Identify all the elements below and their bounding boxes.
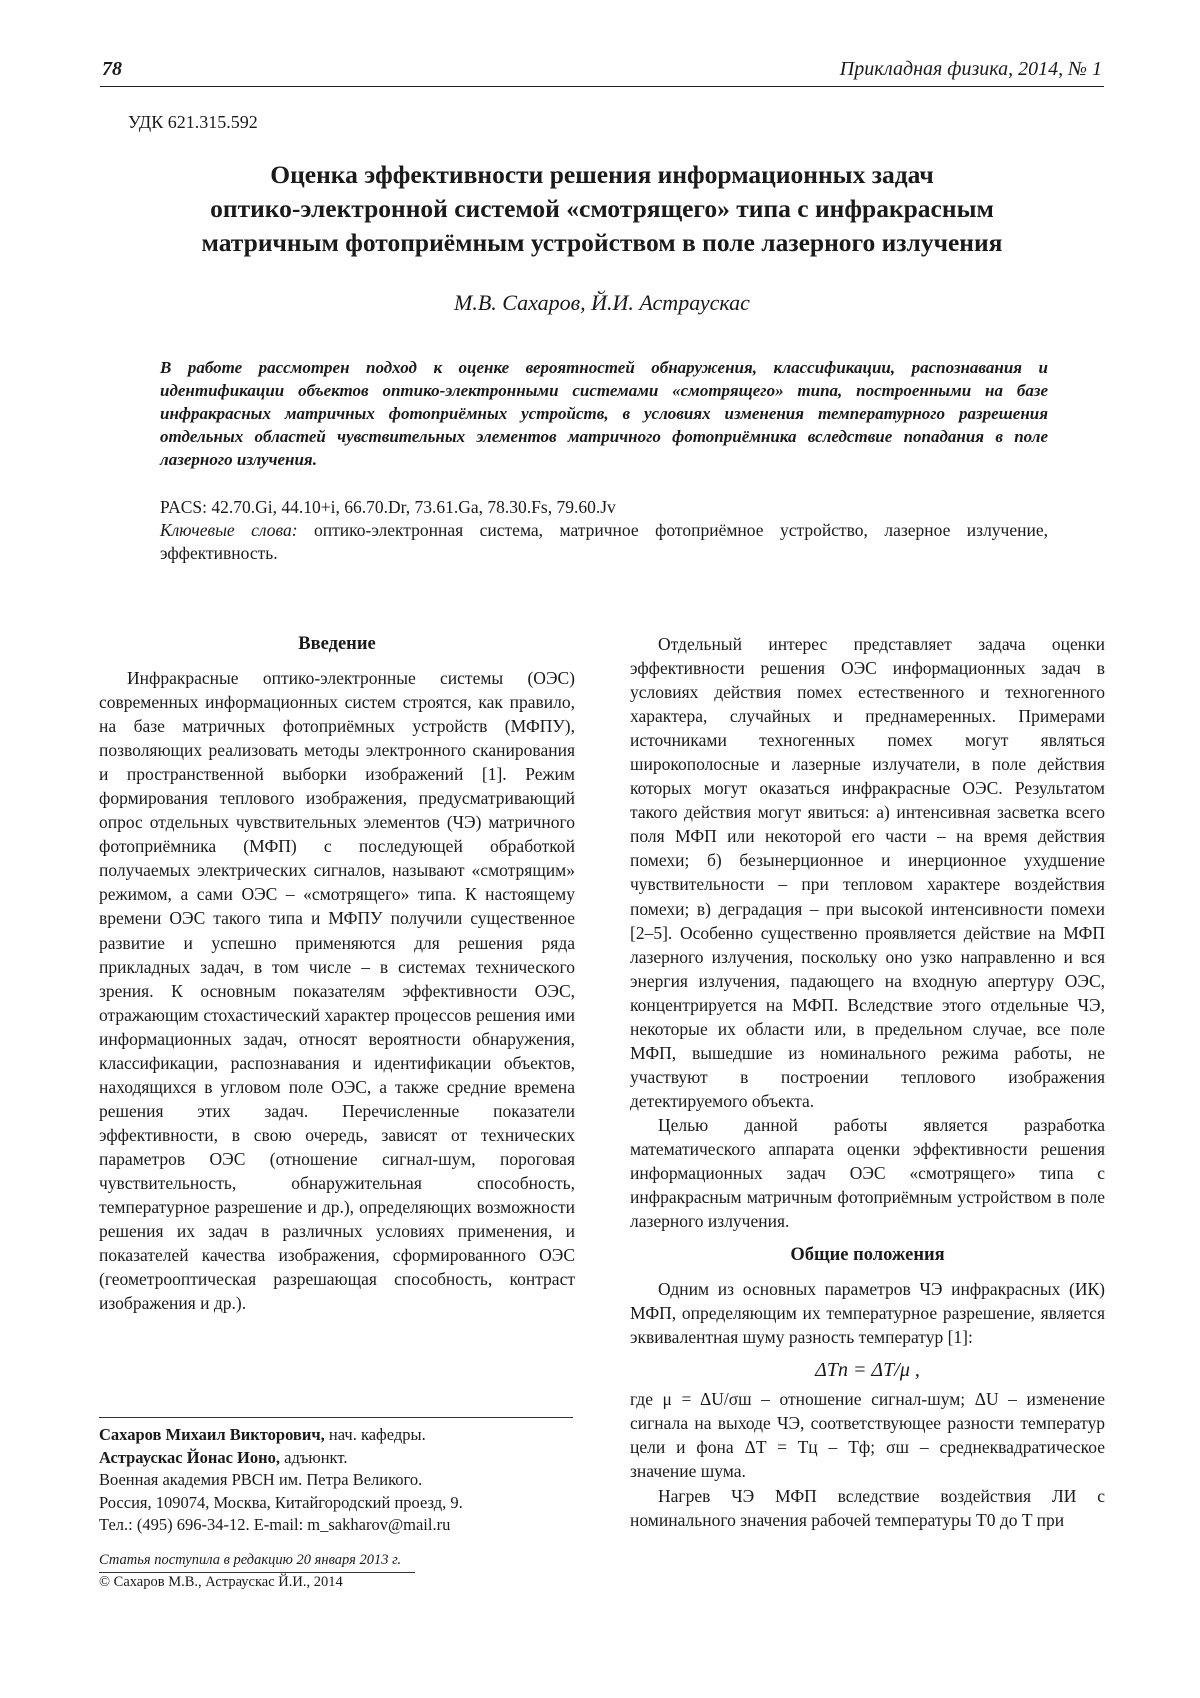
author2-name: Астраускас Йонас Ионо, bbox=[99, 1447, 281, 1467]
article-title bbox=[100, 158, 1104, 260]
paragraph: Одним из основных параметров ЧЭ инфракрасных (ИК) МФП, определяющим их температурное разрешение, является эквивалентная шуму разность температур [1]: bbox=[630, 1279, 1105, 1348]
keywords bbox=[160, 519, 1048, 565]
address: Россия, 109074, Москва, Китайгородский проезд, 9. bbox=[99, 1492, 463, 1512]
right-column bbox=[630, 632, 1105, 1532]
author2-role: адъюнкт. bbox=[280, 1447, 348, 1467]
contact: Тел.: (495) 696-34-12. E-mail: m_sakharov@mail.ru bbox=[99, 1515, 451, 1534]
author1-name: Сахаров Михаил Викторович, bbox=[99, 1425, 325, 1444]
footnote-divider bbox=[99, 1417, 573, 1418]
page-number: 78 bbox=[102, 58, 122, 80]
authors: М.В. Сахаров, Й.И. Астраускас bbox=[454, 290, 750, 315]
paragraph: где μ = ΔU/σш – отношение сигнал-шум; ΔU – изменение сигнала на выходе ЧЭ, соответствующее разности температур цели и фона ΔT = Tц – Tф; σш – среднеквадратическое значение шума. bbox=[630, 1389, 1105, 1482]
copyright: © Сахаров М.В., Астраускас Й.И., 2014 bbox=[99, 1574, 343, 1590]
keywords-label: Ключевые слова: bbox=[160, 520, 298, 540]
copyright-divider bbox=[99, 1572, 415, 1573]
author1-role: нач. кафедры. bbox=[324, 1425, 426, 1444]
keywords-text: оптико-электронная система, матричное фотоприёмное устройство, лазерное излучение, эффективность. bbox=[160, 520, 1049, 563]
running-header bbox=[100, 58, 1104, 87]
title-line: оптико-электронной системой «смотрящего» типа с инфракрасным bbox=[210, 194, 994, 223]
paragraph: Целью данной работы является разработка математического аппарата оценки эффективности решения информационных задач ОЭС «смотрящего» типа с инфракрасным матричным фотоприёмным устройством в поле лазерного излучения. bbox=[630, 1114, 1105, 1232]
paragraph: Нагрев ЧЭ МФП вследствие воздействия ЛИ с номинального значения рабочей температуры T0 до T при bbox=[630, 1485, 1105, 1530]
author-footnote bbox=[99, 1424, 579, 1537]
left-column bbox=[99, 632, 575, 1315]
journal-name: Прикладная физика, 2014, № 1 bbox=[839, 58, 1102, 80]
title-line: матричным фотоприёмным устройством в поле лазерного излучения bbox=[201, 228, 1003, 257]
pacs-codes: PACS: 42.70.Gi, 44.10+i, 66.70.Dr, 73.61.Ga, 78.30.Fs, 79.60.Jv bbox=[160, 497, 616, 517]
title-line: Оценка эффективности решения информационных задач bbox=[270, 160, 934, 189]
abstract: В работе рассмотрен подход к оценке вероятностей обнаружения, классификации, распознавания и идентификации объектов оптико-электронными системами «смотрящего» типа, построенными на базе инфракрасных матричных фотоприёмных устройств, в условиях изменения температурного разрешения отдельных областей чувствительных элементов матричного фотоприёмника вследствие попадания в поле лазерного излучения. bbox=[160, 358, 1048, 469]
intro-paragraph: Инфракрасные оптико-электронные системы (ОЭС) современных информационных систем строятся, как правило, на базе матричных фотоприёмных устройств (МФПУ), позволяющих реализовать методы электронного сканирования и пространственной выборки изображений [1]. Режим формирования теплового изображения, предусматривающий опрос отдельных чувствительных элементов (ЧЭ) матричного фотоприёмника (МФП) с последующей обработкой получаемых электрических сигналов, называют «смотрящим» режимом, а сами ОЭС – «смотрящего» типа. К настоящему времени ОЭС такого типа и МФПУ получили существенное развитие и успешно применяются для решения ряда прикладных задач, в том числе – в системах технического зрения. К основным показателям эффективности ОЭС, отражающим стохастический характер процессов решения ими информационных задач, относят вероятности обнаружения, классификации, распознавания и идентификации объектов, находящихся в угловом поле ОЭС, а также средние времена решения этих задач. Перечисленные показатели эффективности, в свою очередь, зависят от технических параметров ОЭС (отношение сигнал-шум, пороговая чувствительность, обнаружительная способность, температурное разрешение и др.), определяющих возможности решения их задач в различных условиях применения, и показателей качества изображения, сформированного ОЭС (геометрооптическая разрешающая способность, контраст изображения и др.). bbox=[99, 668, 575, 1314]
formula: ΔTп = ΔT/μ , bbox=[815, 1359, 920, 1382]
received-date: Статья поступила в редакцию 20 января 2013 г. bbox=[99, 1552, 402, 1568]
paragraph: Отдельный интерес представляет задача оценки эффективности решения ОЭС информационных задач в условиях действия помех естественного и техногенного характера, случайных и преднамеренных. Примерами источниками техногенных помех могут являться широкополосные и лазерные излучатели, в поле действия которых могут оказаться инфракрасные ОЭС. Результатом такого действия могут явиться: а) интенсивная засветка всего поля МФП или некоторой его части – на время действия помехи; б) безынерционное и инерционное ухудшение чувствительности – при тепловом характере воздействия помехи; в) деградация – при высокой интенсивности помехи [2–5]. Особенно существенно проявляется действие на МФП лазерного излучения, поскольку оно узко направленно и вся энергия излучения, падающего на входную апертуру ОЭС, концентрируется на МФП. Вследствие этого отдельные ЧЭ, некоторые их области или, в предельном случае, все поле МФП, вышедшие из номинального режима работы, не участвуют в построении теплового изображения детектируемого объекта. bbox=[630, 634, 1105, 1111]
udc-code: УДК 621.315.592 bbox=[128, 112, 258, 132]
section-heading-intro: Введение bbox=[298, 634, 376, 654]
affiliation: Военная академия РВСН им. Петра Великого. bbox=[99, 1470, 423, 1489]
section-heading-general: Общие положения bbox=[790, 1245, 945, 1266]
